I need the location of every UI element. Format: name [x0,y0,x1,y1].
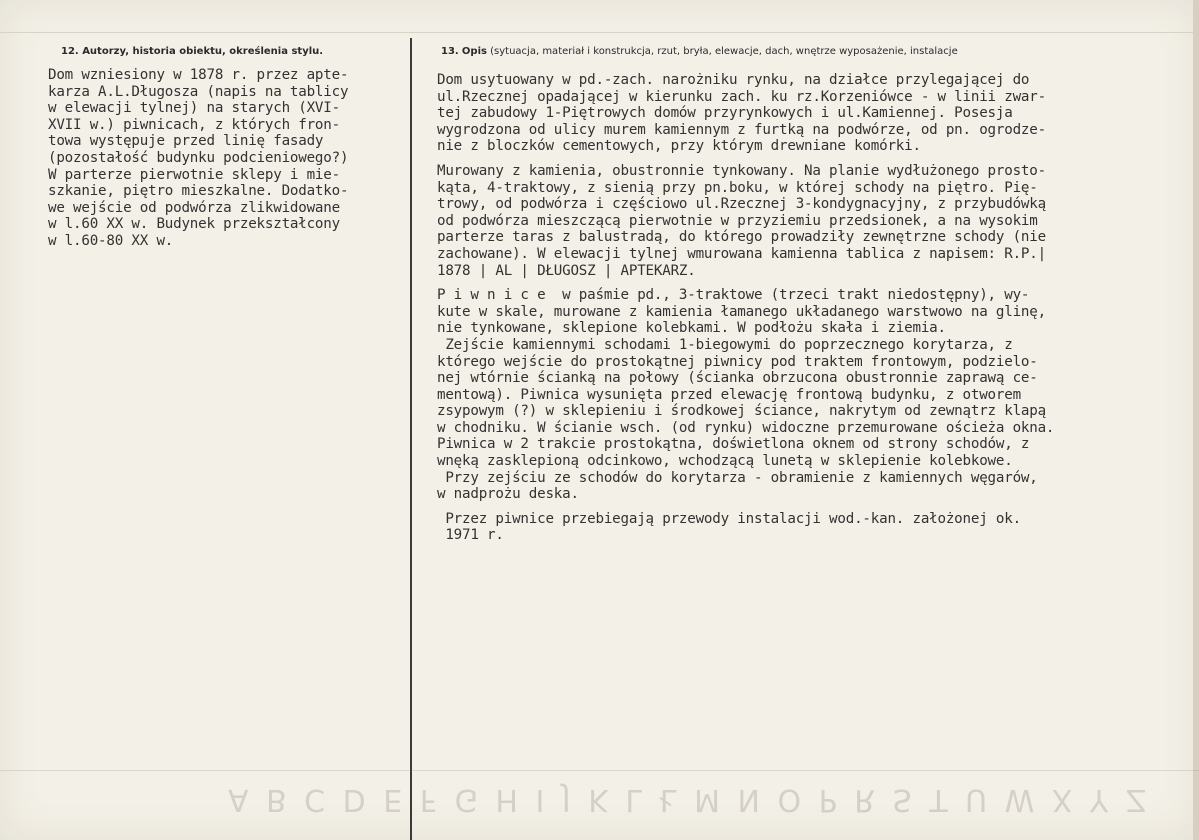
section-12-line: W parterze pierwotnie sklepy i mie- [48,166,340,183]
section-13-text [437,72,1177,552]
section-13-paragraph [437,287,1177,503]
top-edge-line [0,32,1199,33]
section-13-subtitle: (sytuacja, materiał i konstrukcja, rzut, bryła, elewacje, dach, wnętrze wyposażenie, instalacje [490,46,958,57]
section-13-line: ul.Rzecznej opadającej w kierunku zach. ku rz.Korzeniówce - w linii zwar- [437,88,1046,105]
section-13-line: nej wtórnie ścianką na połowy (ścianka obrzucona obustronnie zaprawą ce- [437,370,1038,387]
bleed-through-rule [0,770,1199,771]
section-12-line: w elewacji tylnej) na starych (XVI- [48,100,340,117]
section-13-line: zachowane). W elewacji tylnej wmurowana kamienna tablica z napisem: R.P.| [437,245,1046,262]
section-12-line: XVII w.) piwnicach, z których fron- [48,116,340,133]
section-13-line: w nadprożu deska. [437,486,579,503]
bleed-through-alphabet: A B C D E F G H I J K L Ł M N O P R S T U W X Y Z [228,782,1151,817]
section-13-line: nie tynkowane, sklepione kolebkami. W podłożu skała i ziemia. [437,320,946,337]
section-13-line: P i w n i c e w paśmie pd., 3-traktowe (trzeci trakt niedostępny), wy- [437,287,1030,304]
section-13-paragraph [437,163,1177,279]
section-13-paragraph [437,511,1177,544]
section-13-title: Opis [461,46,487,57]
section-13-number: 13. [441,46,459,57]
card-right-edge [1193,0,1199,840]
section-13-line: Murowany z kamienia, obustronnie tynkowany. Na planie wydłużonego prosto- [437,162,1046,179]
section-13-line: Dom usytuowany w pd.-zach. narożniku rynku, na działce przylegającej do [437,72,1030,88]
section-13-line: 1971 r. [437,527,504,544]
section-13-line: Piwnica w 2 trakcie prostokątna, doświetlona oknem od strony schodów, z [437,436,1030,453]
section-12-line: towa występuje przed linię fasady [48,133,324,150]
section-13-line: od podwórza mieszczącą pierwotnie w przyziemiu przedsionek, a na wysokim [437,212,1038,229]
section-13-paragraph [437,72,1177,155]
section-12-text [48,67,408,250]
section-13-line: Przez piwnice przebiegają przewody instalacji wod.-kan. założonej ok. [437,510,1021,527]
section-13-line: nie z bloczków cementowych, przy którym drewniane komórki. [437,138,921,155]
section-12-line: Dom wzniesiony w 1878 r. przez apte- [48,67,349,83]
section-13-line: parterze taras z balustradą, do którego prowadziły zewnętrzne schody (nie [437,229,1046,246]
section-13-line: trowy, od podwórza i częściowo ul.Rzecznej 3-kondygnacyjny, z przybudówką [437,196,1046,213]
section-13-line: Zejście kamiennymi schodami 1-biegowymi do poprzecznego korytarza, z [437,336,1013,353]
section-13-line: Przy zejściu ze schodów do korytarza - obramienie z kamiennych węgarów, [437,469,1038,486]
section-13-line: którego wejście do prostokątnej piwnicy pod traktem frontowym, podzielo- [437,353,1038,370]
section-12-header: 12. Autorzy, historia obiektu, określenia stylu. [61,46,324,57]
section-12-line: we wejście od podwórza zlikwidowane [48,199,340,216]
section-13-line: w chodniku. W ścianie wsch. (od rynku) widoczne przemurowane ościeża okna. [437,419,1055,436]
section-13-header [441,46,958,57]
section-13-line: tej zabudowy 1-Piętrowych domów przyrynkowych i ul.Kamiennej. Posesja [437,105,1013,122]
section-12-line: w l.60-80 XX w. [48,232,174,249]
section-13-line: kute w skale, murowane z kamienia łamanego układanego warstwowo na glinę, [437,303,1046,320]
section-13-line: kąta, 4-traktowy, z sienią przy pn.boku, w której schody na piętro. Pię- [437,179,1038,196]
section-12-line: (pozostałość budynku podcieniowego?) [48,149,349,166]
column-divider [410,38,412,840]
section-12-line: szkanie, piętro mieszkalne. Dodatko- [48,183,349,200]
section-13-line: mentową). Piwnica wysunięta przed elewację frontową budynku, z otworem [437,386,1021,403]
section-13-line: zsypowym (?) w sklepieniu i środkowej ściance, nakrytym od zewnątrz klapą [437,403,1046,420]
section-13-line: wnęką zasklepioną odcinkowo, wchodzącą lunetą w sklepienie kolebkowe. [437,453,1013,470]
section-13-line: wygrodzona od ulicy murem kamiennym z furtką na podwórze, od pn. ogrodze- [437,121,1046,138]
section-12-line: w l.60 XX w. Budynek przekształcony [48,216,340,233]
section-13-line: 1878 | AL | DŁUGOSZ | APTEKARZ. [437,262,696,279]
section-12-line: karza A.L.Długosza (napis na tablicy [48,83,349,100]
